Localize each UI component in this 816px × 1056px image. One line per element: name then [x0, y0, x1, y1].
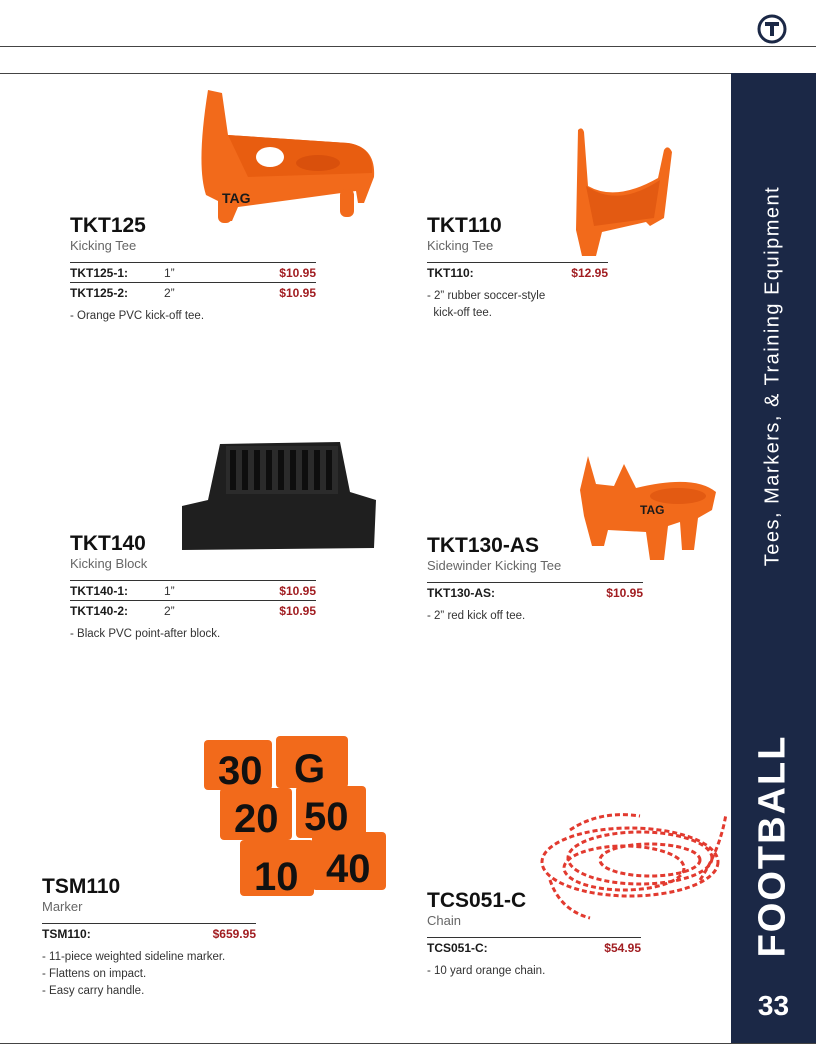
product-tkt140 — [70, 532, 316, 643]
description-line: - Easy carry handle. — [42, 985, 145, 997]
tee-logo-text: TAG — [222, 190, 251, 206]
price-row — [70, 580, 316, 600]
price: $10.95 — [279, 286, 316, 300]
size: 1” — [164, 584, 175, 598]
product-name: Sidewinder Kicking Tee — [427, 558, 562, 573]
price: $10.95 — [606, 586, 643, 600]
product-tcs051-c — [427, 889, 641, 980]
product-code: TCS051-C — [427, 889, 527, 912]
product-name: Kicking Tee — [70, 238, 137, 253]
product-code: TKT125 — [70, 214, 146, 237]
product-code: TKT110 — [427, 214, 502, 237]
sku: TKT130-AS: — [427, 586, 496, 600]
product-tkt130-as — [427, 534, 643, 625]
product-name: Kicking Tee — [427, 238, 494, 253]
price: $659.95 — [212, 927, 256, 941]
description-line: - 10 yard orange chain. — [427, 965, 546, 977]
marker-number-50: 50 — [304, 795, 349, 839]
section-subtitle: Tees, Markers, & Training Equipment — [761, 185, 784, 567]
size: 1” — [164, 266, 175, 280]
brand-logo-icon — [757, 14, 787, 44]
price-row — [427, 262, 608, 282]
sku: TKT125-2: — [70, 286, 129, 300]
product-code: TKT140 — [70, 532, 146, 555]
product-tkt110 — [427, 214, 608, 322]
marker-number-30: 30 — [218, 749, 263, 793]
product-name: Kicking Block — [70, 556, 148, 571]
price: $54.95 — [604, 941, 641, 955]
price-row — [70, 282, 316, 302]
product-description — [42, 949, 256, 1000]
product-description — [427, 963, 641, 980]
price: $10.95 — [279, 266, 316, 280]
product-name: Marker — [42, 899, 83, 914]
product-tkt125 — [70, 214, 316, 325]
marker-letter-g: G — [294, 747, 326, 791]
header-rule-bottom — [0, 73, 731, 74]
product-name: Chain — [427, 913, 461, 928]
sku: TKT110: — [427, 266, 474, 280]
product-code: TKT130-AS — [427, 534, 540, 557]
size: 2” — [164, 286, 175, 300]
product-description — [427, 288, 608, 322]
price-row — [427, 582, 643, 602]
marker-number-40: 40 — [326, 847, 371, 891]
product-description — [70, 308, 316, 325]
description-line: kick-off tee. — [427, 307, 492, 319]
price: $12.95 — [571, 266, 608, 280]
product-code: TSM110 — [42, 875, 121, 898]
sku: TSM110: — [42, 927, 91, 941]
description-line: - Flattens on impact. — [42, 968, 147, 980]
description-line: - 2” red kick off tee. — [427, 610, 526, 622]
tee-logo-text-2: TAG — [640, 503, 665, 517]
description-line: - Orange PVC kick-off tee. — [70, 310, 205, 322]
sku: TKT125-1: — [70, 266, 129, 280]
sku: TCS051-C: — [427, 941, 488, 955]
description-line: - 11-piece weighted sideline marker. — [42, 951, 226, 963]
description-line: - 2” rubber soccer-style — [427, 290, 546, 302]
description-line: - Black PVC point-after block. — [70, 628, 221, 640]
size: 2” — [164, 604, 175, 618]
footer-rule — [0, 1043, 816, 1044]
price-row — [427, 937, 641, 957]
section-category: FOOTBALL — [751, 734, 794, 958]
tkt125-tee-image — [188, 85, 380, 225]
sku: TKT140-2: — [70, 604, 129, 618]
sku: TKT140-1: — [70, 584, 129, 598]
header-rule-top — [0, 46, 816, 47]
price-row — [70, 262, 316, 282]
price-row — [70, 600, 316, 620]
price: $10.95 — [279, 604, 316, 618]
page-number: 33 — [757, 990, 790, 1021]
product-tsm110 — [42, 875, 256, 1000]
price: $10.95 — [279, 584, 316, 598]
marker-number-20: 20 — [234, 797, 279, 841]
product-description — [70, 626, 316, 643]
price-row — [42, 923, 256, 943]
product-description — [427, 608, 643, 625]
marker-number-10: 10 — [254, 855, 299, 899]
